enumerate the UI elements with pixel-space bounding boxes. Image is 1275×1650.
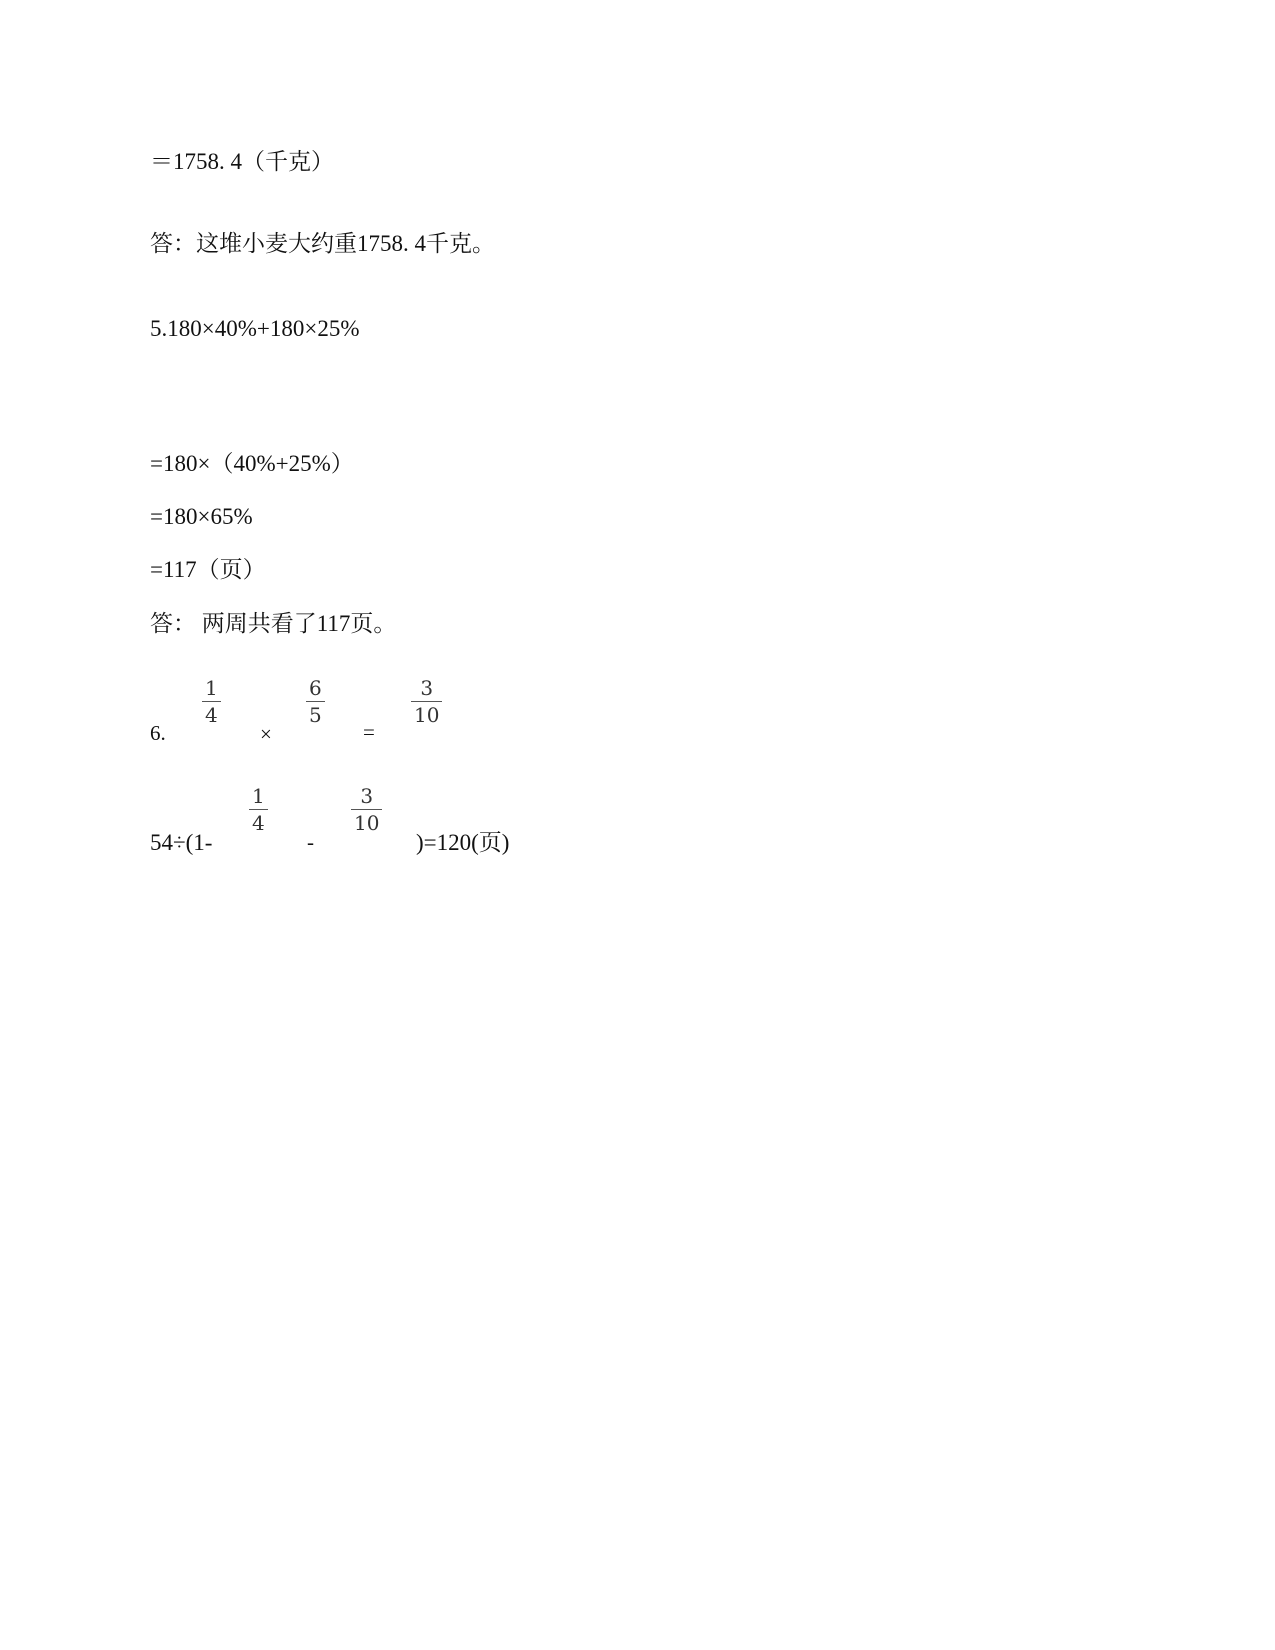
fraction-one-quarter bbox=[202, 678, 221, 725]
result-line-kg: ＝1758. 4（千克） bbox=[150, 149, 334, 174]
fraction-bar bbox=[351, 809, 382, 810]
fraction-one-quarter bbox=[249, 786, 268, 833]
step-line-1: =180×（40%+25%） bbox=[150, 451, 354, 476]
fraction-six-fifths bbox=[306, 678, 325, 725]
fraction-denominator: 10 bbox=[354, 811, 380, 835]
step-line-2: =180×65% bbox=[150, 504, 253, 529]
minus-sign: - bbox=[307, 830, 314, 854]
answer-line-wheat: 答：这堆小麦大约重1758. 4千克。 bbox=[150, 231, 495, 256]
fraction-denominator: 4 bbox=[252, 811, 265, 835]
fraction-denominator: 5 bbox=[309, 703, 322, 727]
fraction-denominator: 10 bbox=[414, 703, 440, 727]
fraction-bar bbox=[306, 701, 325, 702]
fraction-numerator: 3 bbox=[420, 676, 434, 700]
answer-line-pages: 答： 两周共看了117页。 bbox=[150, 611, 397, 636]
division-expression-prefix: 54÷(1- bbox=[150, 830, 213, 855]
problem-5-expression: 5.180×40%+180×25% bbox=[150, 316, 360, 341]
fraction-bar bbox=[249, 809, 268, 810]
times-sign: × bbox=[260, 722, 272, 746]
fraction-numerator: 1 bbox=[252, 784, 265, 808]
division-expression-result: )=120(页) bbox=[416, 830, 510, 855]
fraction-numerator: 6 bbox=[309, 676, 322, 700]
fraction-three-tenths bbox=[411, 678, 442, 725]
equals-sign: = bbox=[363, 720, 375, 744]
fraction-bar bbox=[411, 701, 442, 702]
fraction-three-tenths bbox=[351, 786, 382, 833]
fraction-denominator: 4 bbox=[205, 703, 218, 727]
problem-6-label: 6. bbox=[150, 721, 166, 745]
step-line-3: =117（页） bbox=[150, 557, 266, 582]
fraction-bar bbox=[202, 701, 221, 702]
fraction-numerator: 1 bbox=[205, 676, 218, 700]
fraction-numerator: 3 bbox=[360, 784, 374, 808]
